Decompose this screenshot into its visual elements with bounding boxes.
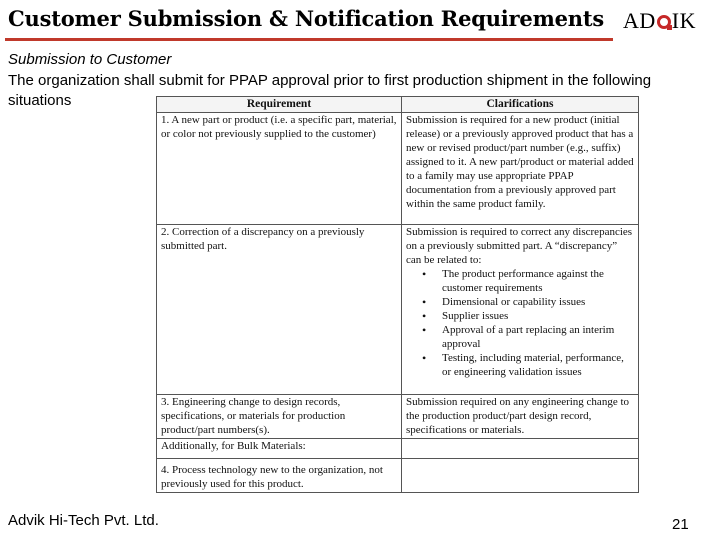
- table-row: [157, 113, 639, 225]
- column-header-requirement: Requirement: [157, 97, 402, 113]
- logo-text-left: AD: [623, 8, 656, 33]
- requirements-table: [156, 96, 639, 493]
- table-row: [157, 439, 639, 459]
- list-item: • Testing, including material, performance, or engineering validation issues: [406, 351, 634, 379]
- table-row: [157, 459, 639, 493]
- clarification-cell: Submission is required for a new product (initial release) or a previously approved product that has a new or revised product/part number (e.g., suffix) assigned to it. A new part/product or material added to a family may use appropriate PPAP documentation from a previously approved part within the same product family.: [402, 113, 639, 225]
- column-header-clarifications: Clarifications: [402, 97, 639, 113]
- logo-mark-icon: [657, 15, 671, 29]
- table-row: [157, 225, 639, 395]
- page-number: 21: [672, 516, 689, 533]
- section-heading: Submission to Customer: [8, 51, 172, 68]
- list-item: • Approval of a part replacing an interim approval: [406, 323, 634, 351]
- table-row: [157, 395, 639, 439]
- page-title: Customer Submission & Notification Requirements: [8, 6, 604, 31]
- intro-text: The organization shall submit for PPAP approval prior to first production shipment in the following situations: [8, 72, 652, 109]
- clarification-cell: Submission required on any engineering change to the production product/part design record, specifications or materials.: [402, 395, 639, 439]
- table-header-row: [157, 97, 639, 113]
- requirement-cell: 4. Process technology new to the organization, not previously used for this product.: [157, 459, 402, 493]
- requirements-table-image: [156, 96, 640, 493]
- clarification-cell: [402, 225, 639, 395]
- title-divider: [5, 38, 613, 41]
- requirement-cell: Additionally, for Bulk Materials:: [157, 439, 402, 459]
- clarification-cell: [402, 459, 639, 493]
- list-item: • Dimensional or capability issues: [406, 295, 634, 309]
- requirement-cell: 1. A new part or product (i.e. a specific part, material, or color not previously supplied to the customer): [157, 113, 402, 225]
- company-name: Advik Hi-Tech Pvt. Ltd.: [8, 512, 159, 529]
- company-logo: [623, 8, 696, 34]
- list-item: • Supplier issues: [406, 309, 634, 323]
- requirement-cell: 3. Engineering change to design records, specifications, or materials for production product/part numbers(s).: [157, 395, 402, 439]
- clarification-text: Submission is required to correct any discrepancies on a previously submitted part. A “discrepancy” can be related to:: [406, 226, 633, 266]
- clarification-cell: [402, 439, 639, 459]
- list-item: • The product performance against the customer requirements: [406, 267, 634, 295]
- logo-text-right: IK: [671, 8, 696, 33]
- discrepancy-list: [406, 267, 634, 379]
- requirement-cell: 2. Correction of a discrepancy on a previously submitted part.: [157, 225, 402, 395]
